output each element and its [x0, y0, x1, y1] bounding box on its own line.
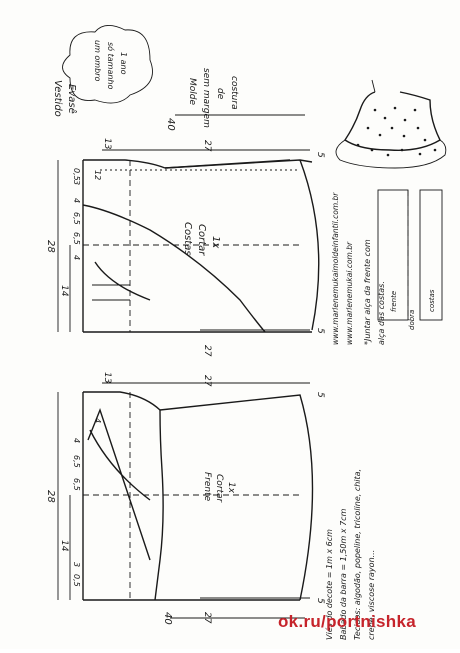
credits-note2: alça das costas. — [377, 281, 386, 345]
back-side-27a: 27 — [202, 140, 212, 152]
front-label-line3: 1x — [226, 482, 236, 494]
back-m-12: 12 — [93, 170, 102, 181]
credits-site2: www.marlenemukai.com.br — [345, 241, 354, 345]
front-m-05: 0,5 — [72, 574, 81, 587]
front-hem-5d: 5 — [315, 598, 325, 604]
back-neckline — [95, 262, 150, 300]
credits-note1: *Juntar alça da frente com — [363, 239, 372, 345]
back-m-05: 0,5 — [72, 168, 81, 181]
back-length-40: 40 — [165, 118, 176, 131]
note-line4: crepe, viscose rayon... — [367, 549, 376, 640]
back-label-line1: Costas — [182, 222, 193, 256]
front-label-line2: Cortar — [214, 474, 224, 503]
back-top-edge — [83, 160, 165, 168]
front-top-edge — [83, 392, 160, 410]
title-cloud-line3: 1 ano — [119, 52, 128, 75]
back-slant — [165, 160, 290, 168]
front-top-13: 13 — [102, 372, 112, 384]
mold-note-line1: Molde — [187, 78, 197, 106]
strap-label-back: costas — [428, 289, 436, 312]
title-line1: Vestido — [52, 80, 63, 117]
front-m-3: 3 — [72, 562, 81, 568]
mold-note-line4: costura — [229, 76, 239, 110]
back-hem-5a: 5 — [315, 152, 325, 158]
title-cloud-line1: um ombro — [93, 40, 102, 82]
back-label-line2: Cortar — [196, 224, 207, 256]
credits-site1: www.marlenemukaimoldeinfantil.com.br — [331, 192, 340, 345]
back-armhole-curve — [83, 205, 265, 332]
front-m-65c: 6,5 — [72, 478, 81, 491]
strap-label-front: frente — [390, 290, 398, 312]
back-top-13: 13 — [102, 138, 112, 150]
back-hem-curve — [300, 160, 319, 330]
back-m-3: 3 — [72, 180, 81, 186]
front-m-4c: 4 — [72, 438, 81, 444]
back-m-4a: 4 — [72, 198, 81, 204]
front-label-line1: Frente — [202, 472, 212, 502]
dress-outline — [345, 92, 440, 150]
front-width-14: 14 — [59, 540, 69, 552]
back-m-65b: 6,5 — [72, 212, 81, 225]
front-hem-curve — [160, 395, 313, 600]
back-width-14: 14 — [59, 285, 69, 297]
back-m-4b: 4 — [72, 255, 81, 261]
front-armhole — [155, 410, 163, 600]
mold-note-line3: de — [215, 88, 225, 100]
front-side-27d: 27 — [202, 612, 212, 624]
mold-note-line2: sem margem — [201, 68, 211, 128]
watermark: ok.ru/portnishka — [278, 612, 416, 631]
front-side-27c: 27 — [202, 375, 212, 387]
back-m-65a: 6,5 — [72, 232, 81, 245]
note-line2: Babado da barra = 1,50m x 7cm — [339, 508, 348, 640]
front-m-4d: 4 — [93, 418, 102, 424]
front-length-40: 40 — [162, 612, 173, 625]
back-hem-5b: 5 — [315, 328, 325, 334]
dress-illustration — [336, 80, 446, 168]
front-width-28: 28 — [45, 490, 56, 503]
back-width-28: 28 — [45, 240, 56, 253]
front-neckline — [90, 430, 150, 500]
back-side-27b: 27 — [202, 345, 212, 357]
front-hem-5c: 5 — [315, 392, 325, 398]
back-label-line3: 1x — [210, 236, 221, 249]
title-cloud-line2: só tamanho — [106, 42, 115, 90]
front-strap — [88, 410, 150, 560]
dress-strap — [372, 80, 375, 92]
note-line3: Tecidos: algodão, popeline, tricoline, chita, — [353, 468, 362, 640]
note-line1: Viés do decote = 1m x 6cm — [325, 529, 334, 640]
title-line2: Evasê — [66, 84, 77, 114]
front-m-65d: 6,5 — [72, 455, 81, 468]
strap-label-fold: dobra — [408, 309, 416, 330]
